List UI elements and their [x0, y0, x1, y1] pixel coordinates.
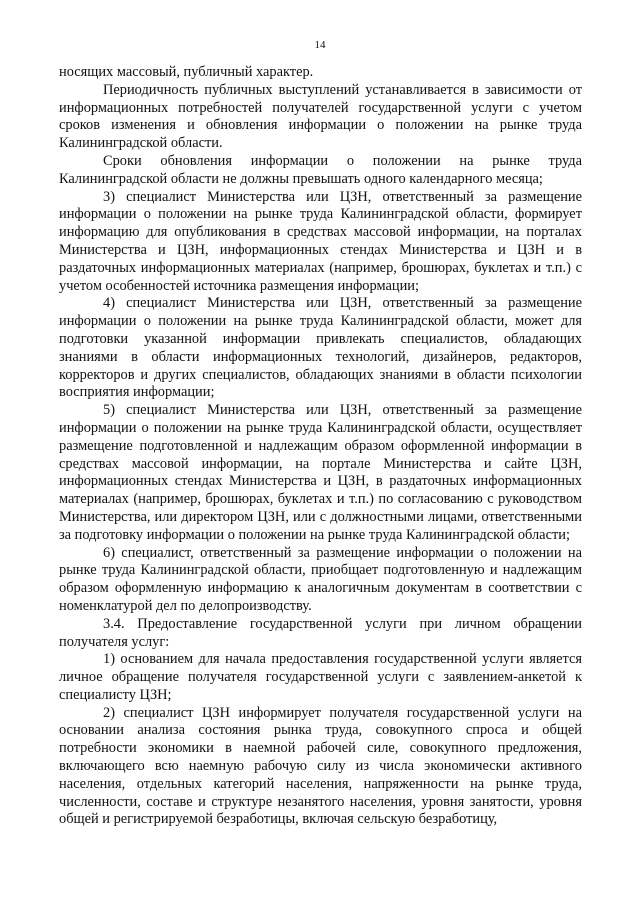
paragraph-publication-frequency: Периодичность публичных выступлений устанавливается в зависимости от информационных потребностей получателей государственной услуги с учетом сроков изменения и обновления информации о положении на рынке труда Калининградской области.: [59, 81, 582, 152]
document-body: [59, 64, 582, 829]
paragraph-update-terms: Сроки обновления информации о положении на рынке труда Калининградской области не должны превышать одного календарного месяца;: [59, 152, 582, 187]
paragraph-continuation: носящих массовый, публичный характер.: [59, 64, 314, 80]
paragraph-item-6: 6) специалист, ответственный за размещение информации о положении на рынке труда Калининградской области, приобщает подготовленную и надлежащим образом оформленную информацию к аналогичным документам в соответствии с номенклатурой дел по делопроизводству.: [59, 544, 582, 614]
paragraph-3-4-item-1: 1) основанием для начала предоставления государственной услуги является личное обращение получателя государственной услуги с заявлением-анкетой к специалисту ЦЗН;: [59, 651, 582, 703]
paragraph-item-4: 4) специалист Министерства или ЦЗН, ответственный за размещение информации о положении на рынке труда Калининградской области, может для подготовки указанной информации привлекать специалистов, обладающих знаниями в области информационных технологий, дизайнеров, редакторов, корректоров и других специалистов, обладающих знаниями в области психологии восприятия информации;: [59, 295, 582, 401]
page-number: 14: [314, 39, 326, 51]
paragraph-item-3: 3) специалист Министерства или ЦЗН, ответственный за размещение информации о положении на рынке труда Калининградской области, формирует информацию для опубликования в средствах массовой информации, на порталах Министерства и ЦЗН, информационных стендах Министерства и ЦЗН и в раздаточных информационных материалах (например, брошюрах, буклетах и т.п.) с учетом особенностей источника размещения информации;: [59, 188, 582, 294]
section-heading-3-4: 3.4. Предоставление государственной услуги при личном обращении получателя услуг:: [59, 615, 582, 650]
paragraph-item-5: 5) специалист Министерства или ЦЗН, ответственный за размещение информации о положении на рынке труда Калининградской области, осуществляет размещение подготовленной и надлежащим образом оформленной информации в средствах массовой информации, на портале Министерства и сайте ЦЗН, информационных стендах Министерства и ЦЗН, в раздаточных информационных материалах (например, брошюрах, буклетах и т.п.) по согласованию с руководством Министерства, или директором ЦЗН, или с должностными лицами, ответственными за подготовку информации о положении на рынке труда Калининградской области;: [59, 402, 582, 543]
paragraph-3-4-item-2: 2) специалист ЦЗН информирует получателя государственной услуги на основании анализа состояния рынка труда, совокупного спроса и общей потребности экономики в наемной рабочей силе, совокупного предложения, включающего всю наемную рабочую силу из числа экономически активного населения, отдельных категорий населения, напряженности на рынке труда, численности, составе и структуре незанятого населения, уровня занятости, уровня общей и регистрируемой безработицы, включая сельскую безработицу,: [59, 704, 582, 828]
